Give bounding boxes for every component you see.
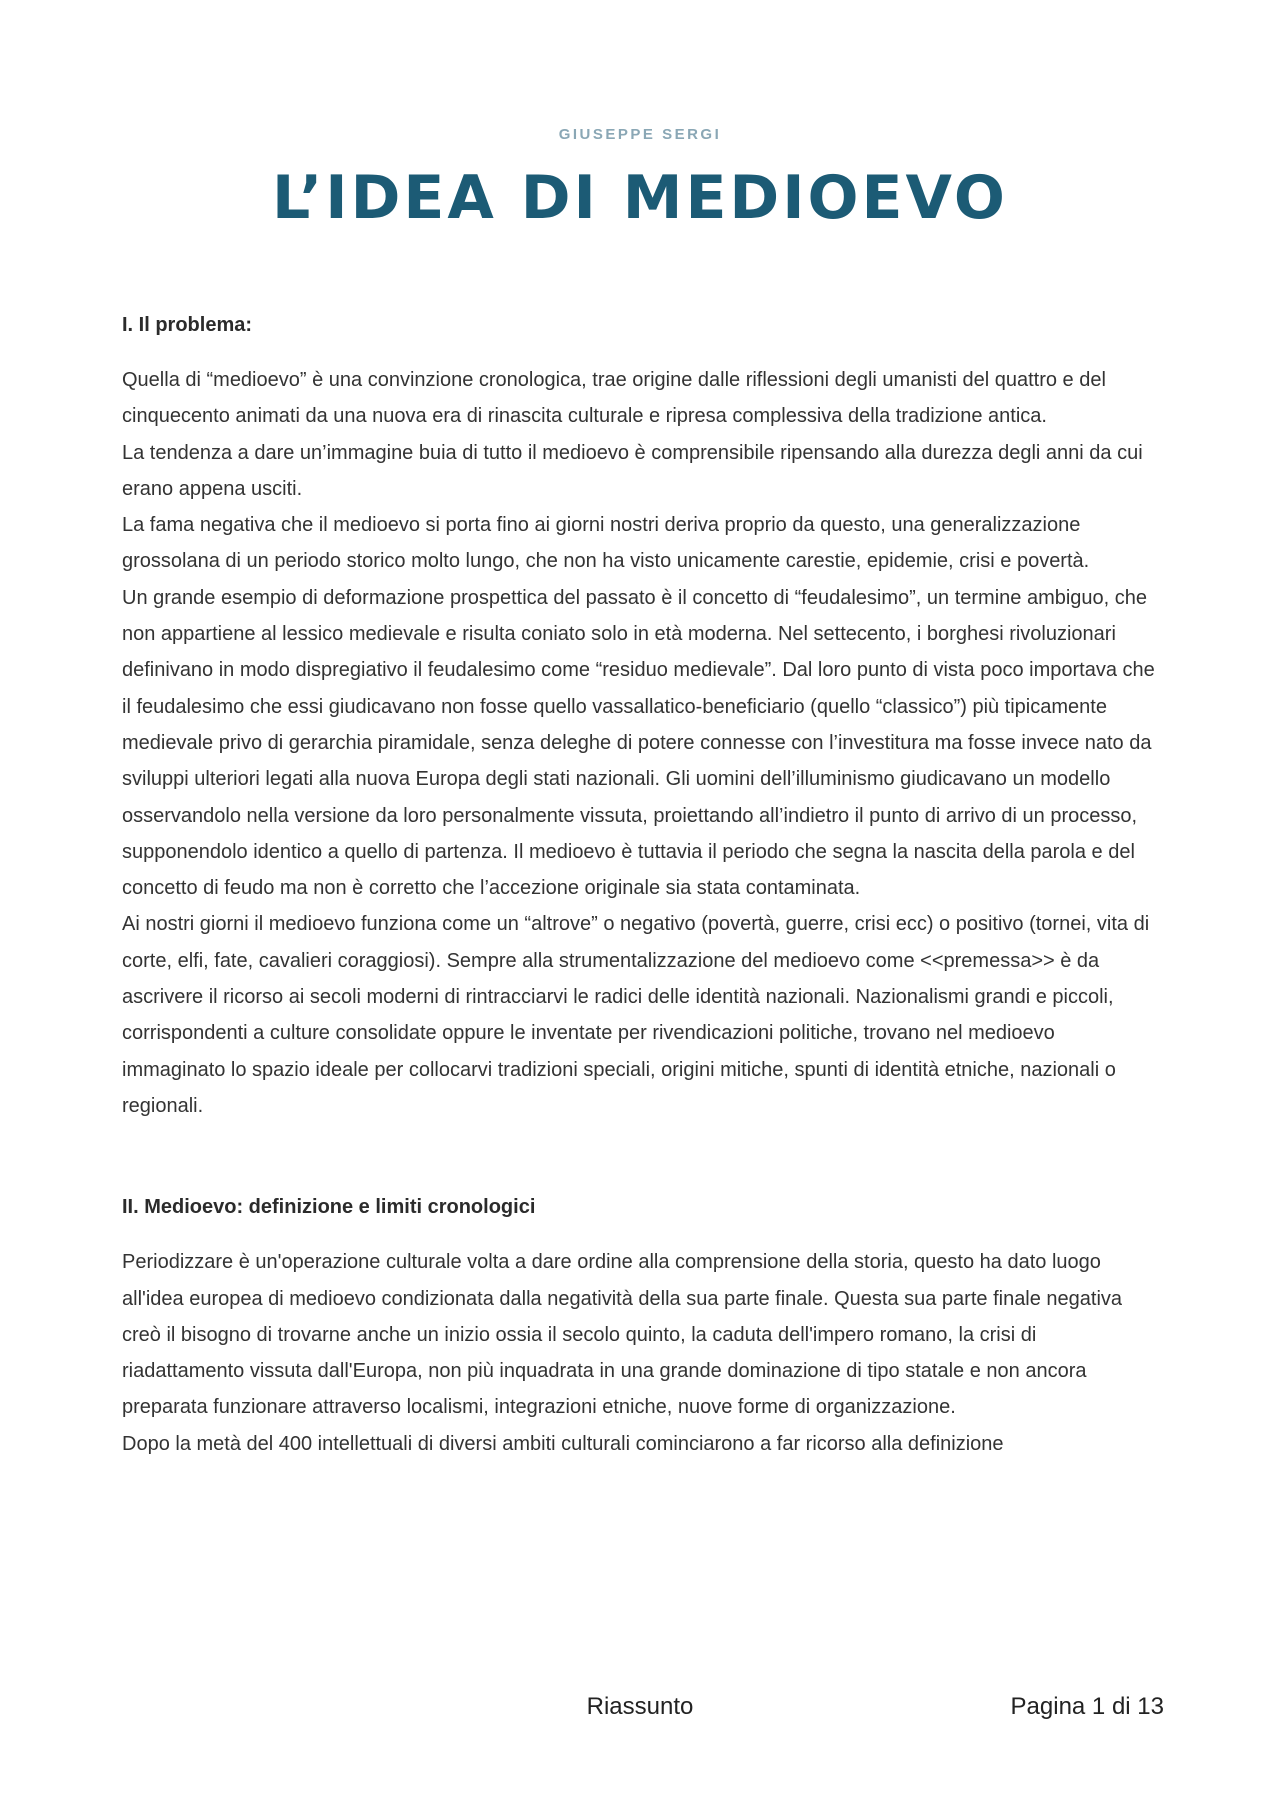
section-spacer	[122, 1124, 1162, 1192]
author-name: GIUSEPPE SERGI	[558, 126, 722, 143]
paragraph: La fama negativa che il medioevo si porta fino ai giorni nostri deriva proprio da questo, una generalizzazione grossolana di un periodo storico molto lungo, che non ha visto unicamente carestie, epidemie, crisi e povertà.	[122, 514, 1090, 573]
section-definition	[122, 1192, 1162, 1462]
paragraph: Ai nostri giorni il medioevo funziona come un “altrove” o negativo (povertà, guerre, crisi ecc) o positivo (tornei, vita di corte, elfi, fate, cavalieri coraggiosi). Sempre alla strumentalizzazione del medioevo come <<premessa>> è da ascrivere il ricorso ai secoli moderni di rintracciarvi le radici delle identità nazionali. Nazionalismi grandi e piccoli, corrispondenti a culture consolidate oppure le inventate per rivendicazioni politiche, trovano nel medioevo immaginato lo spazio ideale per collocarvi tradizioni speciali, origini mitiche, spunti di identità etniche, nazionali o regionali.	[122, 913, 1150, 1117]
paragraph: La tendenza a dare un’immagine buia di tutto il medioevo è comprensibile ripensando alla durezza degli anni da cui erano appena usciti.	[122, 441, 1143, 500]
section-heading: I. Il problema:	[122, 314, 253, 336]
paragraph: Periodizzare è un'operazione culturale volta a dare ordine alla comprensione della storia, questo ha dato luogo all'idea europea di medioevo condizionata dalla negatività della sua parte finale. Questa sua parte finale negativa creò il bisogno di trovarne anche un inizio ossia il secolo quinto, la caduta dell'impero romano, la crisi di riadattamento vissuta dall'Europa, non più inquadrata in una grande dominazione di tipo statale e non ancora preparata funzionare attraverso localismi, integrazioni etniche, nuove forme di organizzazione.	[122, 1251, 1123, 1419]
paragraph: Quella di “medioevo” è una convinzione cronologica, trae origine dalle riflessioni degli umanisti del quattro e del cinquecento animati da una nuova era di rinascita culturale e ripresa complessiva della tradizione antica.	[122, 369, 1106, 428]
section-problem	[122, 310, 1162, 1124]
document-title: L’IDEA DI MEDIOEVO	[272, 163, 1008, 233]
page-number: Pagina 1 di 13	[1010, 1693, 1164, 1720]
document-body	[122, 310, 1162, 1462]
footer-label: Riassunto	[586, 1693, 694, 1720]
paragraph: Un grande esempio di deformazione prospettica del passato è il concetto di “feudalesimo”, un termine ambiguo, che non appartiene al lessico medievale e risulta coniato solo in età moderna. Nel settecento, i borghesi rivoluzionari definivano in modo dispregiativo il feudalesimo come “residuo medievale”. Dal loro punto di vista poco importava che il feudalesimo che essi giudicavano non fosse quello vassallatico-beneficiario (quello “classico”) più tipicamente medievale privo di gerarchia piramidale, senza deleghe di potere connesse con l’investitura ma fosse invece nato da sviluppi ulteriori legati alla nuova Europa degli stati nazionali. Gli uomini dell’illuminismo giudicavano un modello osservandolo nella versione da loro personalmente vissuta, proiettando all’indietro il punto di arrivo di un processo, supponendolo identico a quello di partenza. Il medioevo è tuttavia il periodo che segna la nascita della parola e del concetto di feudo ma non è corretto che l’accezione originale sia stata contaminata.	[122, 586, 1155, 900]
paragraph: Dopo la metà del 400 intellettuali di diversi ambiti culturali cominciarono a far ricorso alla definizione	[122, 1432, 1004, 1455]
section-heading: II. Medioevo: definizione e limiti cronologici	[122, 1196, 536, 1219]
